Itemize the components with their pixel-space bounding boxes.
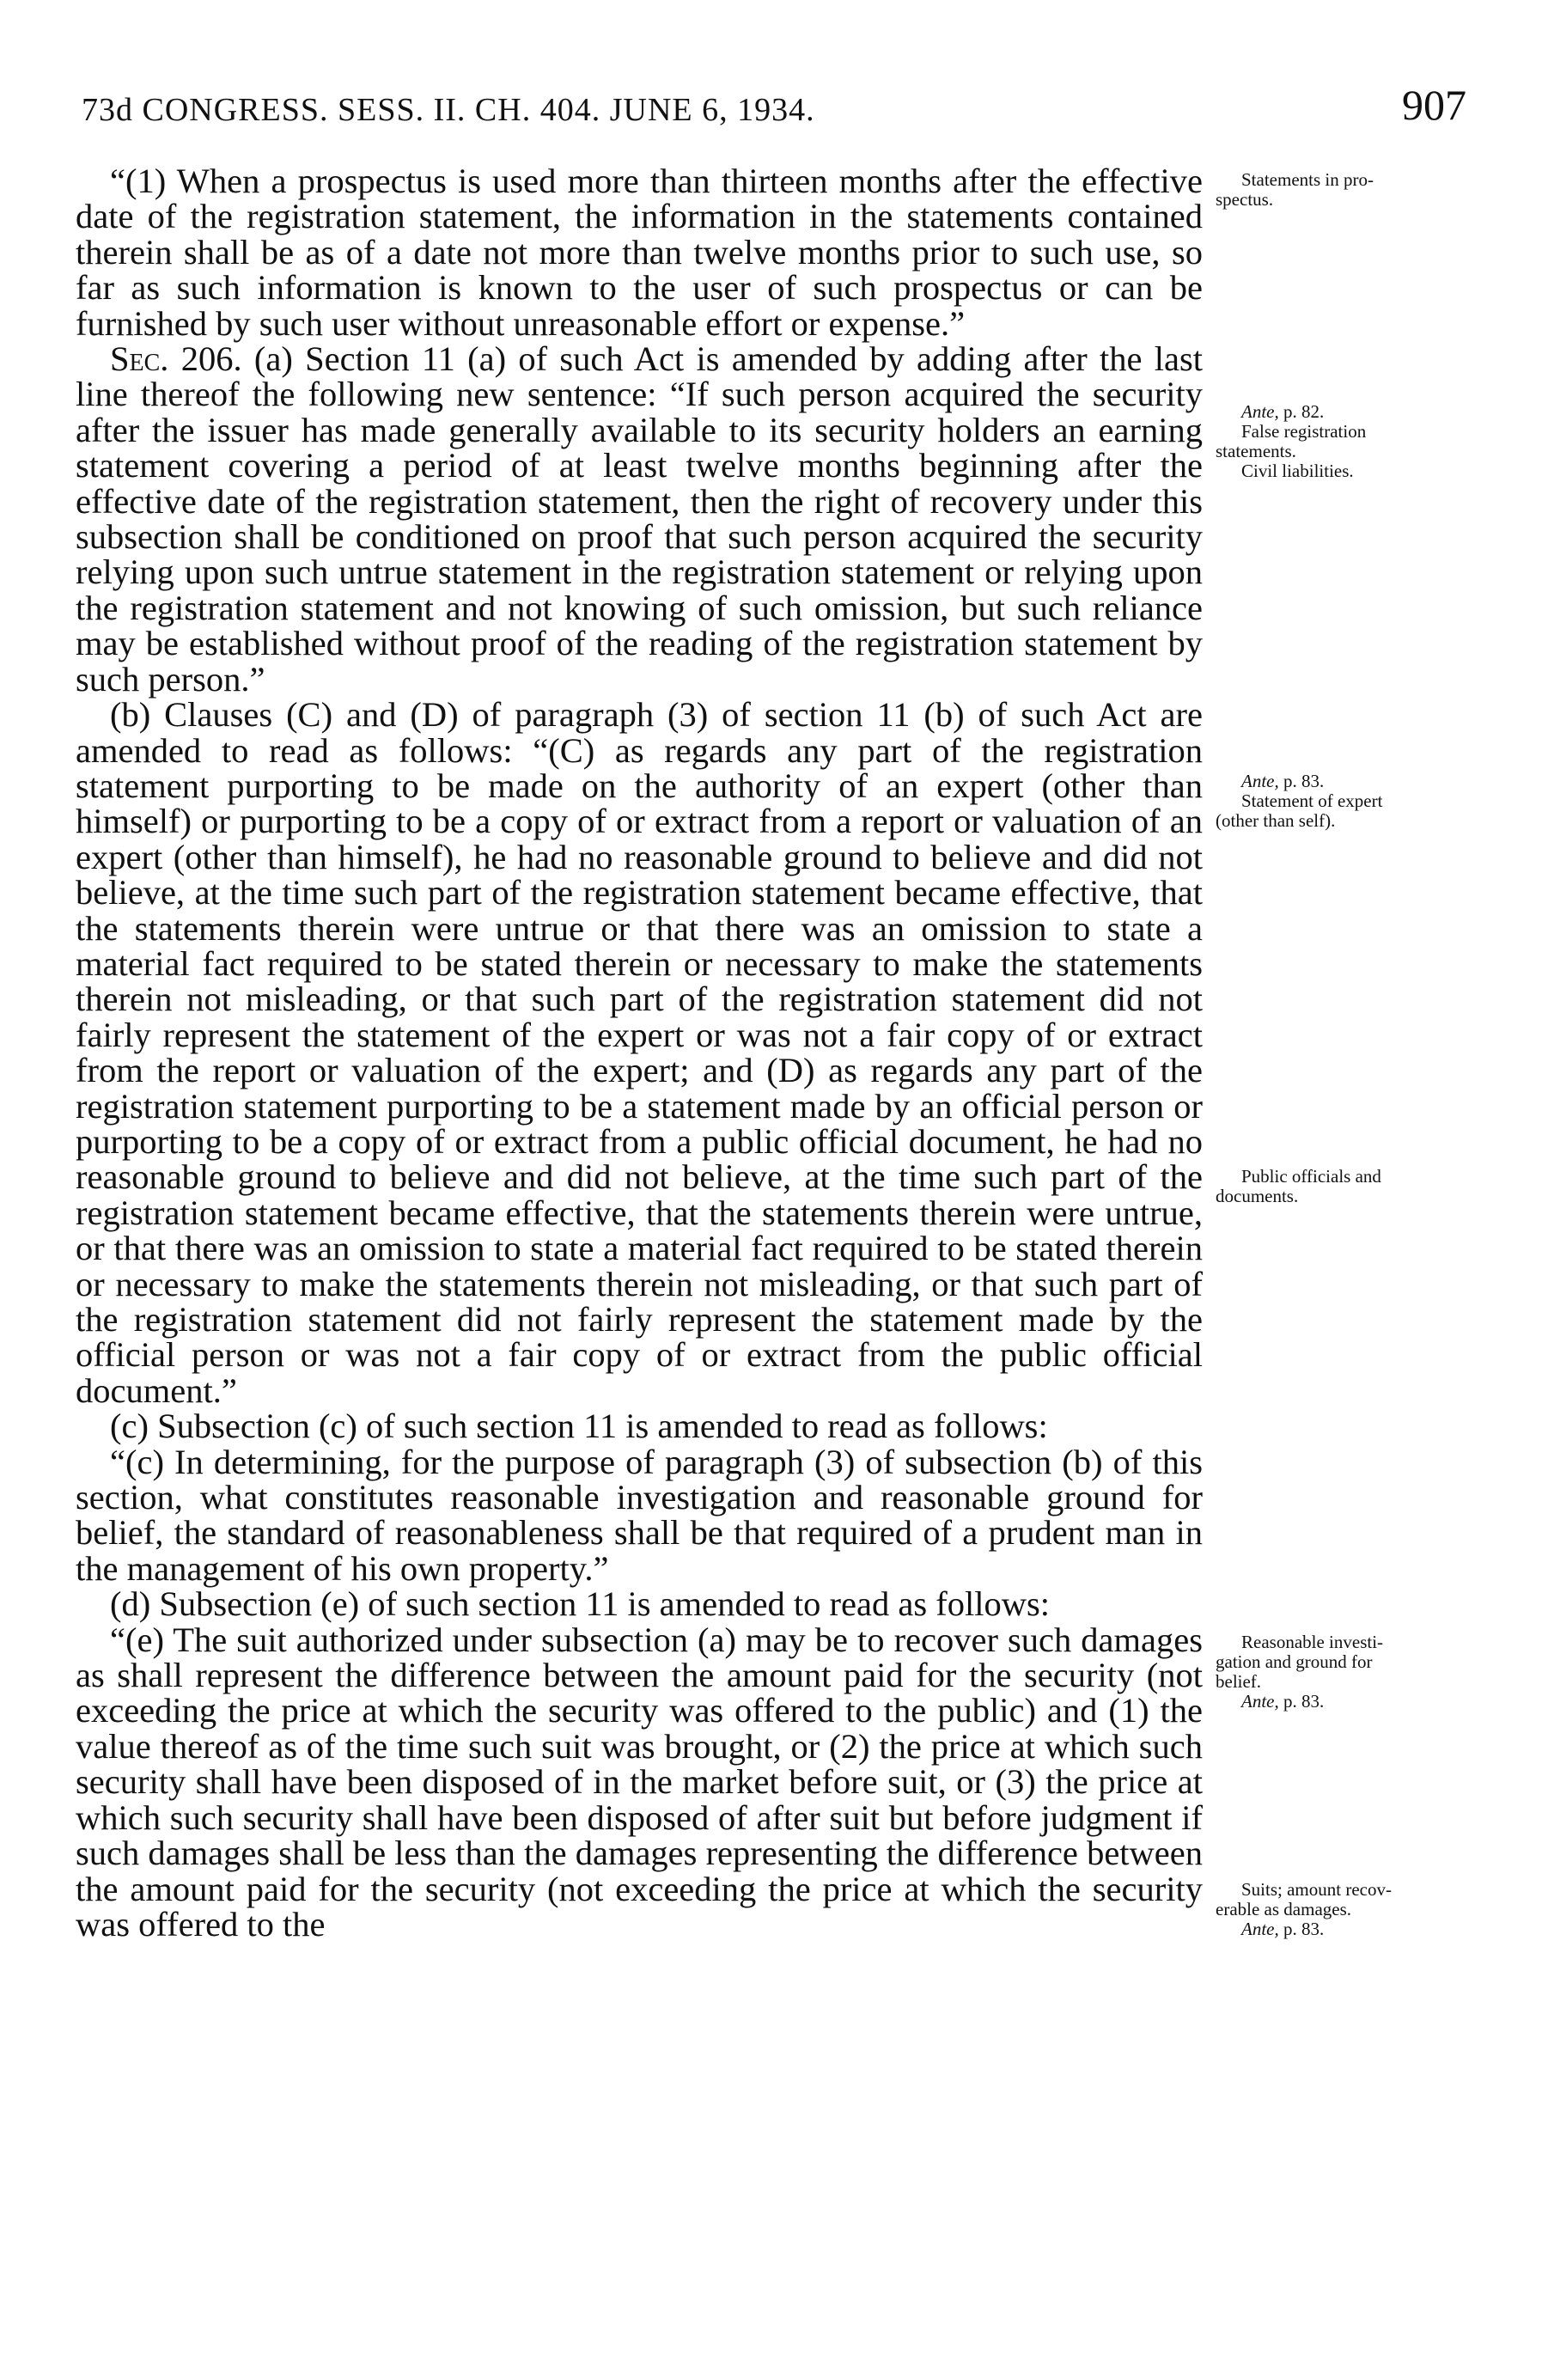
margin-note-prospectus: Statements in pro- spectus.: [1216, 169, 1374, 210]
paragraph-subsection-e-intro: (d) Subsection (e) of such section 11 is amended to read as follows:: [110, 1584, 1050, 1624]
paragraph-prospectus: “(1) When a prospectus is used more than thirteen months after the effective date of the registration statement, the information in the statements contained therein shall be as of a date not more than twelve months prior to such use, so far as such information is known to the user of such prospectus or can be furnished by such user without unreasonable effort or expense.”: [76, 162, 1203, 343]
margin-note-suits-damages: Suits; amount recov- erable as damages. Ante, p. 83.: [1216, 1879, 1392, 1939]
running-head: 73d CONGRESS. SESS. II. CH. 404. JUNE 6, 1934.: [82, 92, 815, 128]
margin-note-expert: Ante, p. 83. Statement of expert (other than self).: [1216, 771, 1383, 831]
paragraph-sec-206-text: (a) Section 11 (a) of such Act is amended by adding after the last line thereof the following new sentence: “If such person acquired the security after the issuer has made generally available to its security holders an earning statement covering a period of at least twelve months beginning after the effective date of the registration statement, then the right of recovery under this subsection shall be conditioned on proof that such person acquired the security relying upon such untrue statement in the registration statement or relying upon the registration statement and not knowing of such omission, but such reliance may be established without proof of the reading of the registration statement by such person.”: [76, 339, 1203, 699]
running-header: [82, 81, 1466, 136]
paragraph-subsection-c-intro: (c) Subsection (c) of such section 11 is amended to read as follows:: [110, 1407, 1048, 1446]
margin-note-public-officials: Public officials and documents.: [1216, 1166, 1381, 1206]
paragraph-subsection-c: “(c) In determining, for the purpose of paragraph (3) of subsection (b) of this section, what constitutes reasonable investigation and reasonable ground for belief, the standard of reasonableness shall be that required of a prudent man in the management of his own property.”: [76, 1442, 1203, 1588]
margin-note-reasonable-investigation: Reasonable investi- gation and ground for belief. Ante, p. 83.: [1216, 1632, 1384, 1712]
main-text: [76, 163, 1203, 1942]
paragraph-clauses-c-d: (b) Clauses (C) and (D) of paragraph (3) of section 11 (b) of such Act are amended to read as follows: “(C) as regards any part of the registration statement purporting to be made on the authority of an expert (other than himself) or purporting to be a copy of or extract from a report or valuation of an expert (other than himself), he had no reasonable ground to believe and did not believe, at the time such part of the registration statement became effective, that the statements therein were untrue or that there was an omission to state a material fact required to be stated therein or necessary to make the statements therein not misleading, or that such part of the registration statement did not fairly represent the statement of the expert or was not a fair copy of or extract from the report or valuation of the expert; and (D) as regards any part of the registration statement purporting to be a statement made by an official person or purporting to be a copy of or extract from a public official document, he had no reasonable ground to believe and did not believe, at the time such part of the registration statement became effective, that the statements therein were untrue, or that there was an omission to state a material fact required to be stated therein or necessary to make the statements therein not misleading, or that such part of the registration statement did not fairly represent the statement made by the official person or was not a fair copy of or extract from the public official document.”: [76, 695, 1203, 1410]
margin-note-false-registration: Ante, p. 82. False registration statements. Civil liabilities.: [1216, 401, 1367, 481]
page-number: 907: [1402, 81, 1466, 129]
paragraph-subsection-e: “(e) The suit authorized under subsection (a) may be to recover such damages as shall represent the difference between the amount paid for the security (not exceeding the price at which the security was offered to the public) and (1) the value thereof as of the time such suit was brought, or (2) the price at which such security shall have been disposed of in the market before suit, or (3) the price at which such security shall have been disposed of after suit but before judgment if such damages shall be less than the damages representing the difference between the amount paid for the security (not exceeding the price at which the security was offered to the: [76, 1620, 1203, 1944]
paragraph-sec-206: [76, 341, 1203, 697]
section-label: Sec. 206.: [110, 339, 242, 379]
